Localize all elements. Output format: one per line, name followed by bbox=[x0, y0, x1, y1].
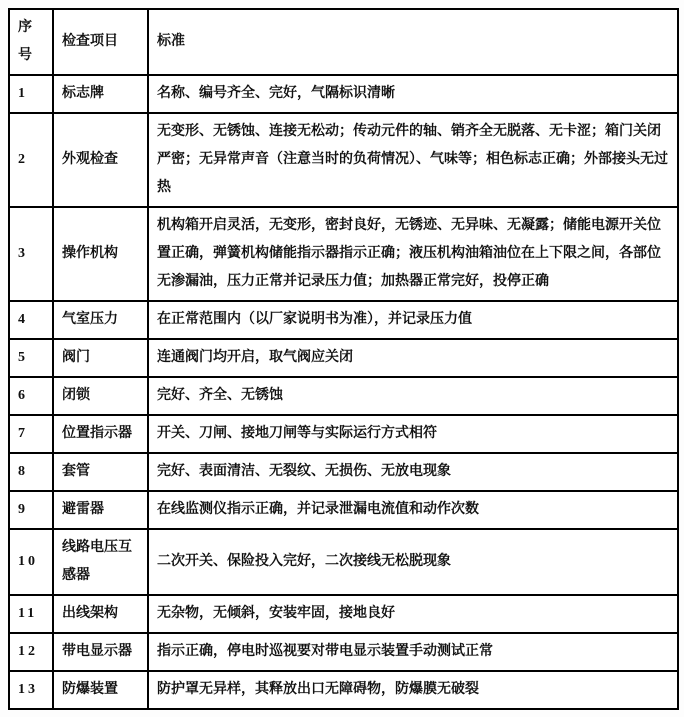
table-row bbox=[9, 301, 678, 339]
item-cell: 避雷器 bbox=[53, 491, 148, 529]
row-number-cell: 5 bbox=[9, 339, 53, 377]
table-row bbox=[9, 633, 678, 671]
row-number-cell: 12 bbox=[9, 633, 53, 671]
standard-cell: 连通阀门均开启，取气阀应关闭 bbox=[148, 339, 678, 377]
table-row bbox=[9, 75, 678, 113]
row-number-cell: 13 bbox=[9, 671, 53, 709]
standard-cell: 在线监测仪指示正确，并记录泄漏电流值和动作次数 bbox=[148, 491, 678, 529]
row-number-cell: 2 bbox=[9, 113, 53, 207]
table-row bbox=[9, 339, 678, 377]
row-number-cell: 3 bbox=[9, 207, 53, 301]
standard-cell: 无杂物，无倾斜，安装牢固，接地良好 bbox=[148, 595, 678, 633]
item-cell: 带电显示器 bbox=[53, 633, 148, 671]
standard-cell: 机构箱开启灵活，无变形，密封良好，无锈迹、无异味、无凝露；储能电源开关位置正确，弹簧机构储能指示器指示正确；液压机构油箱油位在上下限之间，各部位无渗漏油，压力正常并记录压力值；加热器正常完好，投停正确 bbox=[148, 207, 678, 301]
standard-cell: 防护罩无异样，其释放出口无障碍物，防爆膜无破裂 bbox=[148, 671, 678, 709]
row-number-cell: 1 bbox=[9, 75, 53, 113]
standard-cell: 名称、编号齐全、完好，气隔标识清晰 bbox=[148, 75, 678, 113]
standard-cell: 在正常范围内（以厂家说明书为准），并记录压力值 bbox=[148, 301, 678, 339]
table-row bbox=[9, 453, 678, 491]
table-row bbox=[9, 377, 678, 415]
table-row bbox=[9, 595, 678, 633]
standard-cell: 无变形、无锈蚀、连接无松动；传动元件的轴、销齐全无脱落、无卡涩；箱门关闭严密；无异常声音（注意当时的负荷情况）、气味等；相色标志正确；外部接头无过热 bbox=[148, 113, 678, 207]
column-header-item: 检查项目 bbox=[53, 9, 148, 75]
row-number-cell: 6 bbox=[9, 377, 53, 415]
table-row bbox=[9, 671, 678, 709]
item-cell: 出线架构 bbox=[53, 595, 148, 633]
table-row bbox=[9, 113, 678, 207]
table-row bbox=[9, 415, 678, 453]
column-header-number: 序号 bbox=[9, 9, 53, 75]
row-number-cell: 11 bbox=[9, 595, 53, 633]
table-row bbox=[9, 529, 678, 595]
item-cell: 外观检查 bbox=[53, 113, 148, 207]
row-number-cell: 4 bbox=[9, 301, 53, 339]
item-cell: 标志牌 bbox=[53, 75, 148, 113]
item-cell: 位置指示器 bbox=[53, 415, 148, 453]
standard-cell: 完好、齐全、无锈蚀 bbox=[148, 377, 678, 415]
table-row bbox=[9, 207, 678, 301]
table-row bbox=[9, 491, 678, 529]
item-cell: 气室压力 bbox=[53, 301, 148, 339]
item-cell: 防爆装置 bbox=[53, 671, 148, 709]
row-number-cell: 10 bbox=[9, 529, 53, 595]
standard-cell: 开关、刀闸、接地刀闸等与实际运行方式相符 bbox=[148, 415, 678, 453]
standard-cell: 完好、表面清洁、无裂纹、无损伤、无放电现象 bbox=[148, 453, 678, 491]
inspection-standards-table bbox=[8, 8, 679, 710]
row-number-cell: 8 bbox=[9, 453, 53, 491]
standard-cell: 二次开关、保险投入完好，二次接线无松脱现象 bbox=[148, 529, 678, 595]
item-cell: 阀门 bbox=[53, 339, 148, 377]
item-cell: 套管 bbox=[53, 453, 148, 491]
item-cell: 闭锁 bbox=[53, 377, 148, 415]
item-cell: 操作机构 bbox=[53, 207, 148, 301]
item-cell: 线路电压互感器 bbox=[53, 529, 148, 595]
row-number-cell: 9 bbox=[9, 491, 53, 529]
standard-cell: 指示正确，停电时巡视要对带电显示装置手动测试正常 bbox=[148, 633, 678, 671]
column-header-standard: 标准 bbox=[148, 9, 678, 75]
header-row bbox=[9, 9, 678, 75]
row-number-cell: 7 bbox=[9, 415, 53, 453]
